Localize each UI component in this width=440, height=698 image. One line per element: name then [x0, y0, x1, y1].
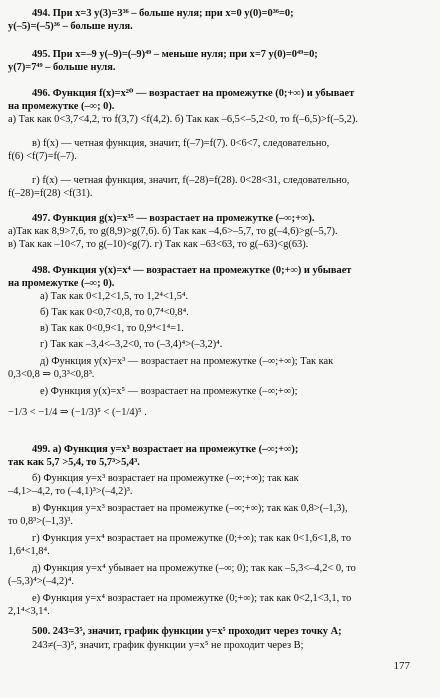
- text-line: то 0,8³>(–1,3)³.: [8, 516, 73, 527]
- text-line: 500. 243=3⁵, значит, график функции y=x⁵ проходит через точку A;: [32, 626, 342, 637]
- text-line: г) Функция y=x⁴ возрастает на промежутке (0;+∞); так как 0<1,6<1,8, то: [32, 533, 352, 544]
- text-line: в) Так как –10<7, то g(–10)<g(7). г) Так как –63<63, то g(–63)<g(63).: [8, 239, 309, 250]
- text-line: в) Так как 0<0,9<1, то 0,9⁴<1⁴=1.: [40, 323, 184, 334]
- text-line: y(7)=7⁴⁹ – больше нуля.: [8, 62, 116, 73]
- text-line: так как 5,7 >5,4, то 5,7³>5,4³.: [8, 457, 140, 468]
- text-line: а) Так как 0<1,2<1,5, то 1,2⁴<1,5⁴.: [40, 291, 189, 302]
- text-line: (–5,3)⁴>(–4,2)⁴.: [8, 576, 74, 587]
- text-line: на промежутке (–∞; 0).: [8, 278, 115, 289]
- text-line: 243≠(–3)⁵, значит, график функции y=x⁵ не проходит через B;: [32, 640, 304, 651]
- text-line: в) Функция y=x³ возрастает на промежутке (–∞;+∞); так как 0,8>(–1,3),: [32, 503, 348, 514]
- text-line: 498. Функция y(x)=x⁴ — возрастает на промежутке (0;+∞) и убывает: [32, 265, 352, 276]
- text-line: б) Функция y=x³ возрастает на промежутке (–∞;+∞); так как: [32, 473, 299, 484]
- text-line: д) Функция y=x⁴ убывает на промежутке (–∞; 0); так как –5,3<–4,2< 0, то: [32, 563, 356, 574]
- text-line: д) Функция y(x)=x³ — возрастает на промежутке (–∞;+∞); Так как: [40, 356, 334, 367]
- text-line: г) f(x) — четная функция, значит, f(–28)=f(28). 0<28<31, следовательно,: [32, 175, 350, 186]
- text-line: на промежутке (–∞; 0).: [8, 101, 115, 112]
- text-line: е) Функция y(x)=x⁵ — возрастает на промежутке (–∞;+∞);: [40, 386, 298, 397]
- math-inequality: −1/3 < −1/4 ⇒ (−1/3)⁵ < (−1/4)⁵ .: [8, 407, 147, 418]
- text-line: в) f(x) — четная функция, значит, f(–7)=f(7). 0<6<7, следовательно,: [32, 138, 330, 149]
- text-line: б) Так как 0<0,7<0,8, то 0,7⁴<0,8⁴.: [40, 307, 189, 318]
- text-line: –4,1>–4,2, то (–4,1)³>(–4,2)³.: [8, 486, 133, 497]
- text-line: 496. Функция f(x)=x²⁰ — возрастает на промежутке (0;+∞) и убывает: [32, 88, 355, 99]
- text-line: а) Так как 0<3,7<4,2, то f(3,7) <f(4,2). б) Так как –6,5<–5,2<0, то f(–6,5)>f(–5,2).: [8, 114, 358, 125]
- text-line: 494. При x=3 y(3)=3³⁶ – больше нуля; при x=0 y(0)=0³⁶=0;: [32, 8, 294, 19]
- text-line: 1,6⁴<1,8⁴.: [8, 546, 50, 557]
- text-line: f(6) <f(7)=f(–7).: [8, 151, 77, 162]
- page-number: 177: [393, 660, 410, 672]
- text-line: y(–5)=(–5)³⁶ – больше нуля.: [8, 21, 133, 32]
- text-line: 499. а) Функция y=x³ возрастает на промежутке (–∞;+∞);: [32, 444, 299, 455]
- text-line: 495. При x=–9 y(–9)=(–9)⁴⁹ – меньше нуля; при x=7 y(0)=0⁴⁹=0;: [32, 49, 318, 60]
- text-line: f(–28)=f(28) <f(31).: [8, 188, 93, 199]
- text-line: 2,1⁴<3,1⁴.: [8, 606, 50, 617]
- text-line: г) Так как –3,4<–3,2<0, то (–3,4)⁴>(–3,2)⁴.: [40, 339, 223, 350]
- text-line: 0,3<0,8 ⇒ 0,3³<0,8³.: [8, 369, 95, 380]
- text-line: 497. Функция g(x)=x³⁵ — возрастает на промежутке (–∞;+∞).: [32, 213, 315, 224]
- text-line: е) Функция y=x⁴ возрастает на промежутке (0;+∞); так как 0<2,1<3,1, то: [32, 593, 352, 604]
- text-line: а)Так как 8,9>7,6, то g(8,9)>g(7,6). б) Так как –4,6>–5,7, то g(–4,6)>g(–5,7).: [8, 226, 338, 237]
